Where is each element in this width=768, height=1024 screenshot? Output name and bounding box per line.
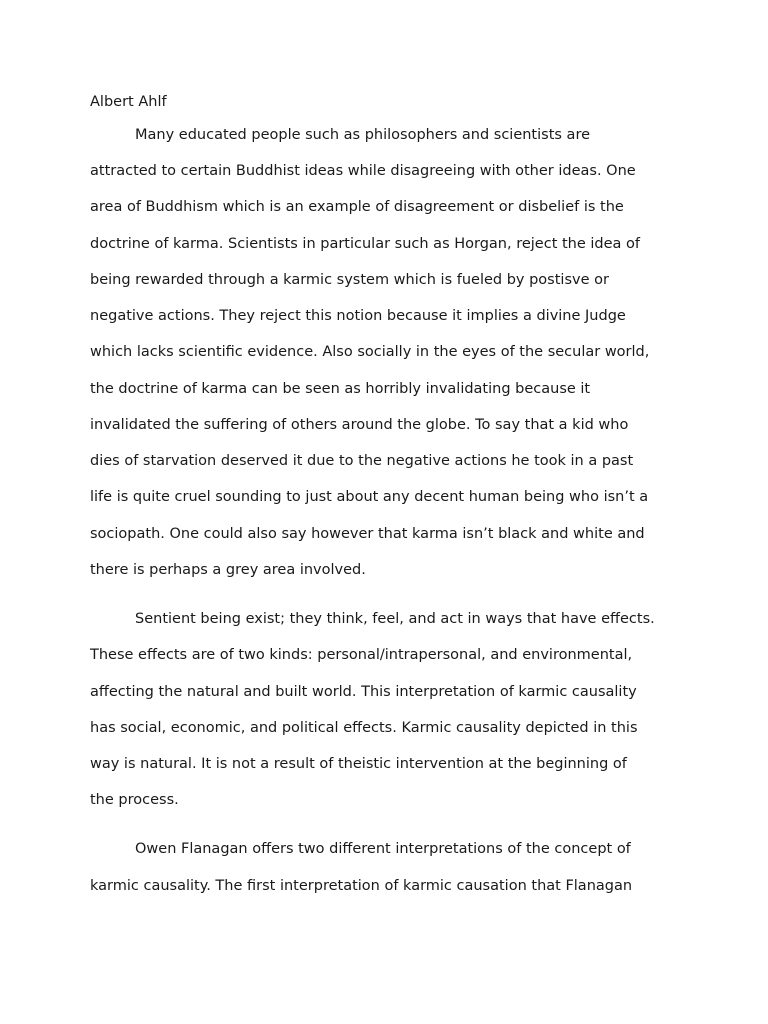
paragraph-1-line-4: doctrine of karma. Scientists in particular such as Horgan, reject the idea of bbox=[90, 236, 641, 252]
paragraph-1-line-6: negative actions. They reject this notion because it implies a divine Judge bbox=[90, 308, 626, 324]
paragraph-1-line-5: being rewarded through a karmic system which is fueled by postisve or bbox=[90, 272, 609, 288]
paragraph-2-line-3: affecting the natural and built world. This interpretation of karmic causality bbox=[90, 684, 637, 700]
paragraph-2-line-1: Sentient being exist; they think, feel, and act in ways that have effects. bbox=[135, 611, 655, 627]
paragraph-1-line-7: which lacks scientific evidence. Also socially in the eyes of the secular world, bbox=[90, 344, 650, 360]
paragraph-2-line-2: These effects are of two kinds: personal/intrapersonal, and environmental, bbox=[90, 647, 633, 663]
paragraph-1-line-11: life is quite cruel sounding to just about any decent human being who isn’t a bbox=[90, 489, 649, 505]
paragraph-1-line-9: invalidated the suffering of others around the globe. To say that a kid who bbox=[90, 417, 629, 433]
paragraph-3-line-2: karmic causality. The first interpretation of karmic causation that Flanagan bbox=[90, 878, 633, 894]
paragraph-2-line-4: has social, economic, and political effects. Karmic causality depicted in this bbox=[90, 720, 638, 736]
paragraph-1-line-13: there is perhaps a grey area involved. bbox=[90, 562, 366, 578]
paragraph-2-line-5: way is natural. It is not a result of theistic intervention at the beginning of bbox=[90, 756, 627, 772]
paragraph-2-line-6: the process. bbox=[90, 792, 179, 808]
paragraph-1-line-1: Many educated people such as philosophers and scientists are bbox=[135, 127, 591, 143]
author-name: Albert Ahlf bbox=[90, 94, 167, 110]
paragraph-1-line-8: the doctrine of karma can be seen as horribly invalidating because it bbox=[90, 381, 591, 397]
paragraph-1-line-10: dies of starvation deserved it due to the negative actions he took in a past bbox=[90, 453, 634, 469]
paragraph-1-line-12: sociopath. One could also say however that karma isn’t black and white and bbox=[90, 526, 645, 542]
paragraph-3-line-1: Owen Flanagan offers two different interpretations of the concept of bbox=[135, 841, 631, 857]
paragraph-1-line-2: attracted to certain Buddhist ideas while disagreeing with other ideas. One bbox=[90, 163, 636, 179]
paragraph-1-line-3: area of Buddhism which is an example of disagreement or disbelief is the bbox=[90, 199, 624, 215]
